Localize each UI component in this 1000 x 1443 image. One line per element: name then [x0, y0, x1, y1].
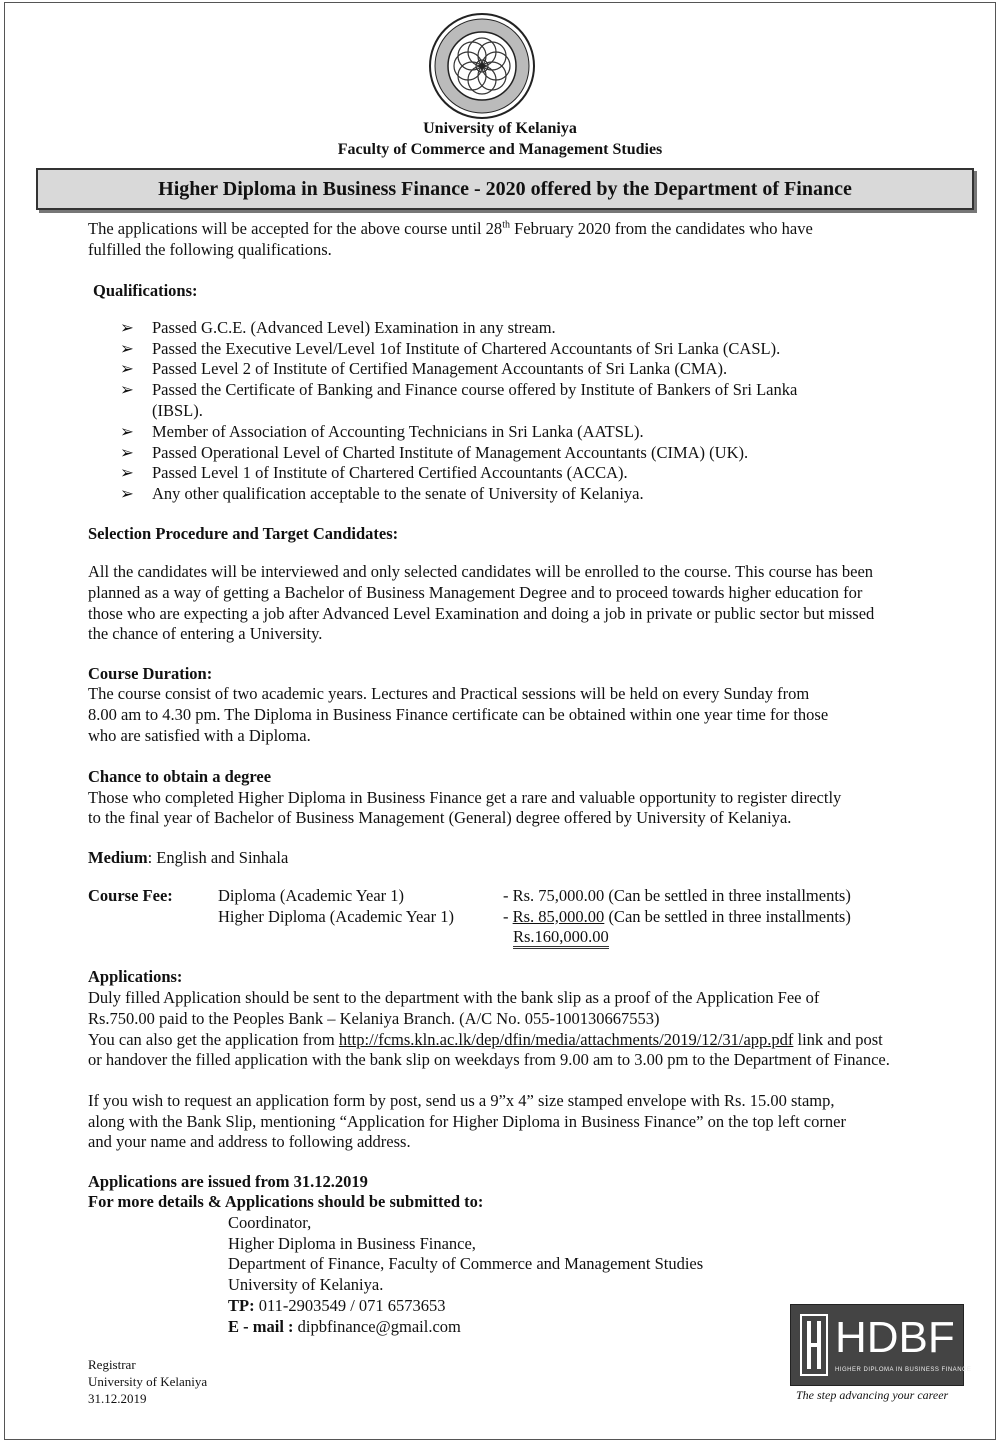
- applications-line: [88, 1030, 883, 1050]
- intro-line-2: fulfilled the following qualifications.: [88, 240, 332, 259]
- duration-line: 8.00 am to 4.30 pm. The Diploma in Business Finance certificate can be obtained within one year time for those: [88, 705, 829, 724]
- selection-line: planned as a way of getting a Bachelor of Business Management Degree and to proceed towards higher education for: [88, 583, 863, 602]
- fee-diploma-name: Diploma (Academic Year 1): [218, 886, 405, 905]
- selection-line: the chance of entering a University.: [88, 624, 323, 643]
- email-value[interactable]: dipbfinance@gmail.com: [293, 1317, 461, 1336]
- hdbf-logo: [790, 1304, 972, 1416]
- applications-line: Duly filled Application should be sent to the department with the bank slip as a proof of the Application Fee of: [88, 988, 820, 1007]
- applications-line: or handover the filled application with the bank slip on weekdays from 9.00 am to 3.00 pm to the Department of Finance.: [88, 1050, 890, 1069]
- qualification-item: Passed the Certificate of Banking and Finance course offered by Institute of Bankers of Sri Lanka: [152, 380, 798, 399]
- faculty-name: Faculty of Commerce and Management Studies: [337, 141, 663, 158]
- hdbf-mark-icon: [799, 1313, 829, 1377]
- qualification-item: Passed G.C.E. (Advanced Level) Examination in any stream.: [152, 318, 556, 337]
- email-label: E - mail :: [228, 1317, 294, 1336]
- arrow-bullet-icon: ➢: [120, 339, 134, 358]
- qualification-item-continued: (IBSL).: [152, 401, 203, 420]
- post-request-line: and your name and address to following address.: [88, 1132, 411, 1151]
- address-line: Department of Finance, Faculty of Commerce and Management Studies: [228, 1254, 704, 1273]
- phone-line: [228, 1296, 446, 1316]
- medium-label: Medium: [88, 848, 148, 867]
- arrow-bullet-icon: ➢: [120, 380, 134, 399]
- signature-date: 31.12.2019: [88, 1391, 147, 1406]
- arrow-bullet-icon: ➢: [120, 422, 134, 441]
- qualification-item: Passed Operational Level of Charted Institute of Management Accountants (CIMA) (UK).: [152, 443, 749, 462]
- signature-institution: University of Kelaniya: [88, 1374, 208, 1389]
- degree-line: Those who completed Higher Diploma in Business Finance get a rare and valuable opportunity to register directly: [88, 788, 842, 807]
- hdbf-logo-box: [790, 1304, 972, 1386]
- duration-line: The course consist of two academic years. Lectures and Practical sessions will be held on every Sunday from: [88, 684, 810, 703]
- signature-role: Registrar: [88, 1357, 136, 1372]
- intro-text-b: February 2020 from the candidates who have: [509, 219, 813, 238]
- medium-line: [88, 848, 288, 868]
- address-line: University of Kelaniya.: [228, 1275, 384, 1294]
- application-form-link[interactable]: http://fcms.kln.ac.lk/dep/dfin/media/attachments/2019/12/31/app.pdf: [338, 1030, 794, 1049]
- medium-value: : English and Sinhala: [147, 848, 289, 867]
- email-line: [228, 1317, 461, 1337]
- intro-superscript: th: [502, 219, 510, 231]
- fee-higher-diploma-note: (Can be settled in three installments): [604, 907, 851, 926]
- address-line: Coordinator,: [228, 1213, 312, 1232]
- hdbf-subtitle: HIGHER DIPLOMA IN BUSINESS FINANCE: [835, 1367, 972, 1373]
- intro-text-a: The applications will be accepted for the above course until 28: [88, 219, 503, 238]
- hdbf-name: HDBF: [835, 1313, 955, 1362]
- qualification-item: Passed Level 2 of Institute of Certified Management Accountants of Sri Lanka (CMA).: [152, 359, 728, 378]
- fee-diploma-value: - Rs. 75,000.00 (Can be settled in three installments): [503, 886, 851, 905]
- qualification-item: Passed Level 1 of Institute of Chartered Certified Accountants (ACCA).: [152, 463, 628, 482]
- issued-date-line: Applications are issued from 31.12.2019: [88, 1172, 368, 1191]
- selection-line: those who are expecting a job after Advanced Level Examination and doing a job in private or public sector but missed: [88, 604, 875, 623]
- course-fee-label: Course Fee:: [88, 886, 173, 905]
- applications-link-suffix: link and post: [793, 1030, 883, 1049]
- fee-higher-diploma-name: Higher Diploma (Academic Year 1): [218, 907, 454, 926]
- address-line: Higher Diploma in Business Finance,: [228, 1234, 476, 1253]
- degree-heading: Chance to obtain a degree: [88, 767, 272, 786]
- hdbf-tagline: The step advancing your career: [796, 1388, 949, 1402]
- notice-title-bar: [36, 168, 974, 210]
- applications-line: Rs.750.00 paid to the Peoples Bank – Kelaniya Branch. (A/C No. 055-100130667553): [88, 1009, 660, 1028]
- notice-title: Higher Diploma in Business Finance - 2020 offered by the Department of Finance: [158, 177, 852, 200]
- university-name: University of Kelaniya: [423, 120, 577, 137]
- arrow-bullet-icon: ➢: [120, 443, 134, 462]
- fee-higher-diploma-amount: Rs. 85,000.00: [512, 907, 605, 926]
- post-request-line: along with the Bank Slip, mentioning “Application for Higher Diploma in Business Finance” on the top left corner: [88, 1112, 846, 1131]
- selection-heading: Selection Procedure and Target Candidates:: [88, 524, 399, 543]
- fee-total: Rs.160,000.00: [513, 928, 609, 949]
- applications-link-prefix: You can also get the application from: [88, 1030, 339, 1049]
- degree-line: to the final year of Bachelor of Business Management (General) degree offered by University of Kelaniya.: [88, 808, 792, 827]
- fee-dash: -: [503, 907, 513, 926]
- qualification-item: Any other qualification acceptable to the senate of University of Kelaniya.: [152, 484, 644, 503]
- fee-higher-diploma-value: [503, 907, 851, 927]
- qualification-item: Passed the Executive Level/Level 1of Institute of Chartered Accountants of Sri Lanka (CASL).: [152, 339, 781, 358]
- arrow-bullet-icon: ➢: [120, 484, 134, 503]
- arrow-bullet-icon: ➢: [120, 359, 134, 378]
- intro-line-1: [88, 219, 813, 239]
- qualification-item: Member of Association of Accounting Technicians in Sri Lanka (AATSL).: [152, 422, 644, 441]
- applications-heading: Applications:: [88, 967, 183, 986]
- post-request-line: If you wish to request an application form by post, send us a 9”x 4” size stamped envelope with Rs. 15.00 stamp,: [88, 1091, 835, 1110]
- phone-value: 011-2903549 / 071 6573653: [254, 1296, 446, 1315]
- qualifications-heading: Qualifications:: [93, 281, 198, 300]
- arrow-bullet-icon: ➢: [120, 318, 134, 337]
- selection-line: All the candidates will be interviewed and only selected candidates will be enrolled to the course. This course has been: [88, 562, 874, 581]
- submission-heading: For more details & Applications should be submitted to:: [88, 1192, 484, 1211]
- arrow-bullet-icon: ➢: [120, 463, 134, 482]
- phone-label: TP:: [228, 1296, 255, 1315]
- duration-heading: Course Duration:: [88, 664, 213, 683]
- university-seal-icon: [428, 12, 536, 120]
- duration-line: who are satisfied with a Diploma.: [88, 726, 311, 745]
